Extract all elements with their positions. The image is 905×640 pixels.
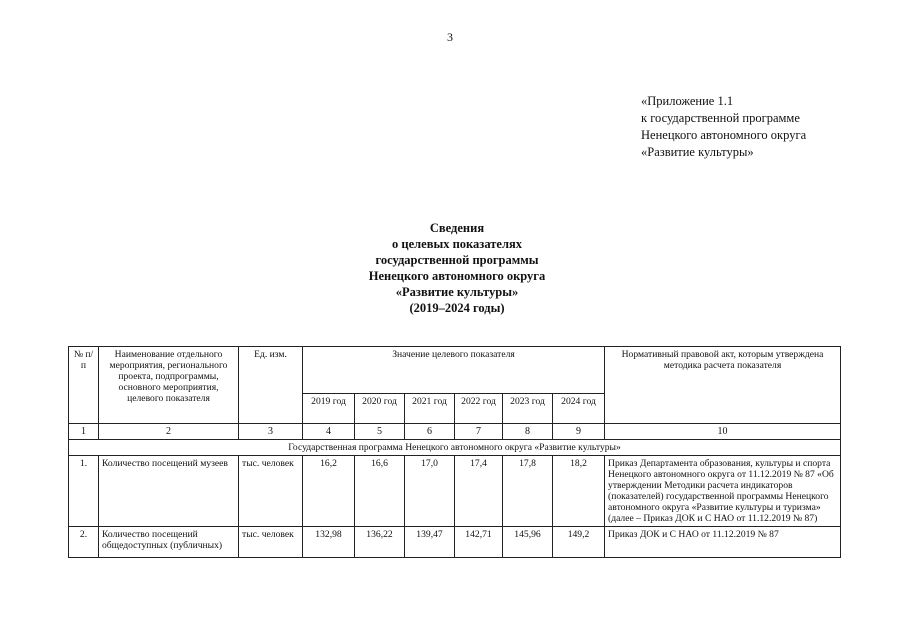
appendix-reference	[641, 93, 806, 161]
header-year: 2020 год	[355, 394, 405, 424]
row-number: 1.	[69, 456, 99, 527]
indicator-value: 16,6	[355, 456, 405, 527]
header-value: Значение целевого показателя	[303, 347, 605, 394]
indicator-name-cell	[99, 527, 239, 558]
header-year: 2023 год	[503, 394, 553, 424]
table-row	[69, 527, 841, 558]
targets-table	[68, 346, 841, 558]
document-heading	[300, 220, 614, 316]
section-title: Государственная программа Ненецкого автономного округа «Развитие культуры»	[69, 440, 841, 456]
indicator-value: 132,98	[303, 527, 355, 558]
column-number: 6	[405, 424, 455, 440]
column-number: 5	[355, 424, 405, 440]
column-number: 8	[503, 424, 553, 440]
indicator-value: 139,47	[405, 527, 455, 558]
indicator-name: Количество посещений общедоступных (публичных)	[102, 529, 223, 551]
heading-line: Сведения	[429, 221, 485, 235]
column-number: 9	[553, 424, 605, 440]
indicator-value: 17,8	[503, 456, 553, 527]
heading-line: «Развитие культуры»	[395, 285, 519, 299]
header-year: 2024 год	[553, 394, 605, 424]
indicator-value: 136,22	[355, 527, 405, 558]
legal-act: Приказ ДОК и С НАО от 11.12.2019 № 87	[605, 527, 841, 558]
column-number: 4	[303, 424, 355, 440]
indicator-value: 149,2	[553, 527, 605, 558]
header-unit: Ед. изм.	[239, 347, 303, 424]
header-act: Нормативный правовой акт, которым утверждена методика расчета показателя	[605, 347, 841, 424]
legal-act: Приказ Департамента образования, культуры и спорта Ненецкого автономного округа от 11.12.2019 № 87 «Об утверждении Методики расчета индикаторов (показателей) государственной программы Ненецкого автономного округа «Развитие культуры и туризма» (далее – Приказ ДОК и С НАО от 11.12.2019 № 87)	[605, 456, 841, 527]
header-year: 2019 год	[303, 394, 355, 424]
section-row	[69, 440, 841, 456]
indicator-value: 17,4	[455, 456, 503, 527]
indicator-name: Количество посещений музеев	[99, 456, 239, 527]
appendix-line: к государственной программе	[641, 111, 800, 125]
heading-line: государственной программы	[375, 253, 539, 267]
heading-line: (2019–2024 годы)	[409, 301, 505, 315]
column-number: 2	[99, 424, 239, 440]
header-no: № п/п	[69, 347, 99, 424]
heading-line: Ненецкого автономного округа	[368, 269, 546, 283]
appendix-line: «Развитие культуры»	[641, 145, 754, 159]
indicator-unit: тыс. человек	[239, 456, 303, 527]
header-name: Наименование отдельного мероприятия, регионального проекта, подпрограммы, основного мероприятия, целевого показателя	[99, 347, 239, 424]
column-number: 1	[69, 424, 99, 440]
indicator-value: 16,2	[303, 456, 355, 527]
header-year: 2022 год	[455, 394, 503, 424]
column-number: 7	[455, 424, 503, 440]
appendix-line: «Приложение 1.1	[641, 94, 734, 108]
indicator-value: 142,71	[455, 527, 503, 558]
column-number-row	[69, 424, 841, 440]
indicator-unit: тыс. человек	[239, 527, 303, 558]
column-number: 3	[239, 424, 303, 440]
indicator-value: 145,96	[503, 527, 553, 558]
heading-line: о целевых показателях	[392, 237, 522, 251]
page-number: 3	[447, 30, 453, 44]
row-number: 2.	[69, 527, 99, 558]
column-number: 10	[605, 424, 841, 440]
indicator-value: 18,2	[553, 456, 605, 527]
appendix-line: Ненецкого автономного округа	[641, 128, 807, 142]
header-year: 2021 год	[405, 394, 455, 424]
indicator-value: 17,0	[405, 456, 455, 527]
table-row	[69, 456, 841, 527]
